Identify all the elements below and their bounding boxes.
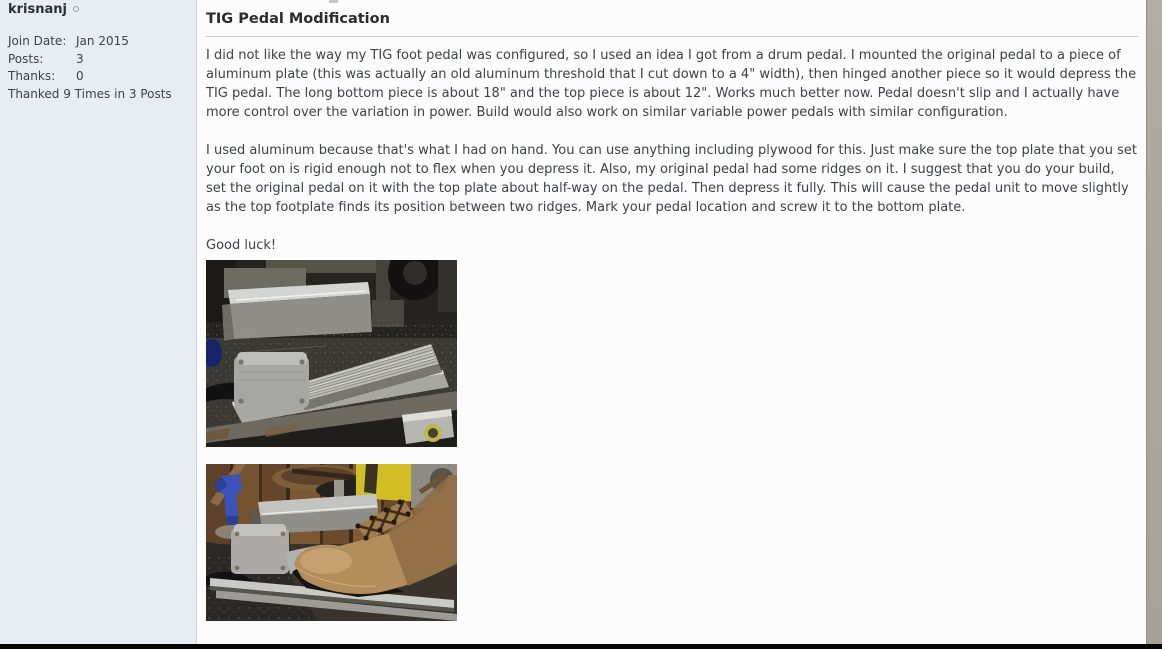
boot-on-pedal-photo[interactable] <box>206 464 457 621</box>
page-top-tick <box>329 0 338 3</box>
stat-value: 0 <box>76 69 84 83</box>
stat-label: Thanks: <box>8 69 56 83</box>
stat-row-join-date <box>8 33 188 51</box>
stat-label: Join Date: <box>8 34 67 48</box>
stat-value: Jan 2015 <box>76 34 129 48</box>
offline-status-icon <box>73 6 79 12</box>
post-title: TIG Pedal Modification <box>206 11 390 27</box>
pedal-on-workbench-photo[interactable] <box>206 260 457 447</box>
post-author-panel <box>0 0 197 649</box>
window-bottom-edge <box>0 644 1162 649</box>
stat-label: Posts: <box>8 51 44 66</box>
username-link[interactable]: krisnanj <box>8 2 67 17</box>
desktop-background-strip <box>1146 0 1162 649</box>
thanked-summary: Thanked 9 Times in 3 Posts <box>8 86 172 101</box>
stat-value: 3 <box>76 51 84 66</box>
stat-row-posts <box>8 51 188 69</box>
post-body-panel <box>197 0 1146 649</box>
stat-row-thanks <box>8 68 188 86</box>
post-paragraph: I used aluminum because that's what I had on hand. You can use anything including plywood for this. Just make sure the top plate that you set your foot on is rigid enough not to flex when you depress it. Also, my original pedal had some ridges on it. I suggest that you do your build, set the original pedal on it with the top plate about half-way on the pedal. Then depress it fully. This will cause the pedal unit to move slightly as the top footplate finds its position between two ridges. Mark your pedal location and screw it to the bottom plate. <box>206 143 1137 215</box>
post-message <box>206 46 1138 621</box>
post-closing: Good luck! <box>206 238 277 253</box>
title-divider <box>206 36 1138 37</box>
author-stats <box>8 33 188 103</box>
post-paragraph: I did not like the way my TIG foot pedal was configured, so I used an idea I got from a drum pedal. I mounted the original pedal to a piece of aluminum plate (this was actually an old aluminum threshold that I cut down to a 4" width), then hinged another piece so it would depress the TIG pedal. The long bottom piece is about 18" and the top piece is about 12". Works much better now. Pedal doesn't slip and I actually have more control over the variation in power. Build would also work on similar variable power pedals with similar configuration. <box>206 48 1137 120</box>
